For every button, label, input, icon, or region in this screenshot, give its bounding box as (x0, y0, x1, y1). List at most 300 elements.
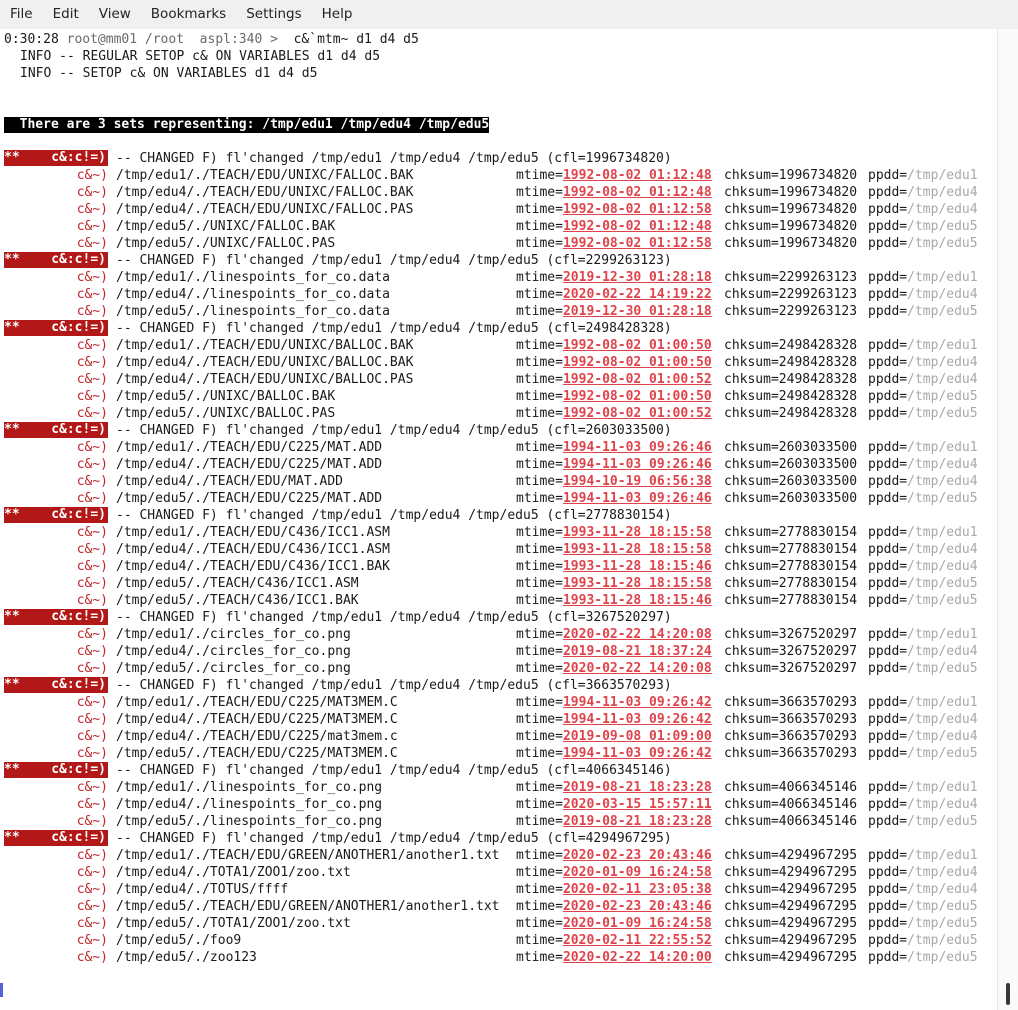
mtime-link[interactable]: 2019-08-21 18:23:28 (562, 780, 712, 795)
chksum-field: chksum=4294967295 (724, 933, 858, 948)
ppdd-field: ppdd=/tmp/edu4 (868, 559, 978, 574)
chksum-field: chksum=4066345146 (724, 780, 858, 795)
file-path: /tmp/edu5/./UNIXC/BALLOC.PAS (116, 406, 336, 421)
mtime-field: mtime=2020-01-09 16:24:58 (516, 865, 712, 880)
info-line: INFO -- REGULAR SETOP c& ON VARIABLES d1 d4 d5 (20, 49, 381, 64)
entry-tag: c&~) (76, 950, 108, 965)
marker-tag: c&:c!=) (51, 762, 106, 777)
prompt-line (4, 31, 998, 48)
chksum-field: chksum=2778830154 (724, 559, 858, 574)
ppdd-field: ppdd=/tmp/edu4 (868, 202, 978, 217)
ppdd-field: ppdd=/tmp/edu4 (868, 372, 978, 387)
info-line: INFO -- SETOP c& ON VARIABLES d1 d4 d5 (20, 66, 318, 81)
file-path: /tmp/edu5/./TEACH/EDU/C225/MAT.ADD (116, 491, 383, 506)
chksum-field: chksum=3267520297 (724, 661, 858, 676)
file-entry-row (4, 541, 998, 558)
file-entry-row (4, 881, 998, 898)
mtime-field: mtime=2020-02-22 14:20:00 (516, 950, 712, 965)
ppdd-value: /tmp/edu1 (907, 695, 978, 710)
mtime-field: mtime=1992-08-02 01:12:58 (516, 202, 712, 217)
chksum-field: chksum=4294967295 (724, 916, 858, 931)
mtime-link[interactable]: 1993-11-28 18:15:58 (562, 542, 712, 557)
ppdd-value: /tmp/edu1 (907, 627, 978, 642)
mtime-field: mtime=2019-12-30 01:28:18 (516, 304, 712, 319)
ppdd-value: /tmp/edu5 (907, 576, 978, 591)
group-header-line (4, 762, 998, 779)
file-entry-row (4, 473, 998, 490)
file-entry-row (4, 643, 998, 660)
ppdd-field: ppdd=/tmp/edu1 (868, 525, 978, 540)
mtime-field: mtime=1993-11-28 18:15:46 (516, 559, 712, 574)
blank-line (4, 82, 998, 99)
chksum-value: 2603033500 (778, 457, 858, 472)
mtime-field: mtime=1994-11-03 09:26:46 (516, 491, 712, 506)
ppdd-field: ppdd=/tmp/edu5 (868, 593, 978, 608)
file-entry-row (4, 201, 998, 218)
chksum-field: chksum=1996734820 (724, 219, 858, 234)
mtime-link[interactable]: 1992-08-02 01:12:48 (562, 168, 712, 183)
ppdd-field: ppdd=/tmp/edu5 (868, 814, 978, 829)
file-path: /tmp/edu4/./TEACH/EDU/UNIXC/FALLOC.PAS (116, 202, 414, 217)
mtime-link[interactable]: 2020-02-23 20:43:46 (562, 848, 712, 863)
file-path: /tmp/edu4/./TEACH/EDU/C436/ICC1.ASM (116, 542, 390, 557)
mtime-link[interactable]: 1994-11-03 09:26:42 (562, 746, 712, 761)
mtime-link[interactable]: 1993-11-28 18:15:58 (562, 576, 712, 591)
entry-tag: c&~) (76, 389, 108, 404)
entry-tag: c&~) (76, 695, 108, 710)
ppdd-value: /tmp/edu4 (907, 559, 978, 574)
entry-tag: c&~) (76, 780, 108, 795)
entry-tag: c&~) (76, 457, 108, 472)
mtime-link[interactable]: 1994-11-03 09:26:42 (562, 712, 712, 727)
chksum-value: 2778830154 (778, 542, 858, 557)
mtime-field: mtime=2019-09-08 01:09:00 (516, 729, 712, 744)
ppdd-value: /tmp/edu4 (907, 644, 978, 659)
ppdd-value: /tmp/edu4 (907, 457, 978, 472)
file-entry-row (4, 439, 998, 456)
mtime-link[interactable]: 2020-02-22 14:20:08 (562, 627, 712, 642)
file-entry-row (4, 405, 998, 422)
file-entry-row (4, 898, 998, 915)
entry-tag: c&~) (76, 338, 108, 353)
entry-tag: c&~) (76, 440, 108, 455)
chksum-value: 3663570293 (778, 695, 858, 710)
marker-tag: c&:c!=) (51, 252, 106, 267)
group-header-text: -- CHANGED F) fl'changed /tmp/edu1 /tmp/edu4 /tmp/edu5 (cfl=4066345146) (116, 763, 672, 778)
menu-file[interactable]: File (10, 6, 33, 22)
mtime-link[interactable]: 2020-01-09 16:24:58 (562, 916, 712, 931)
chksum-field: chksum=2603033500 (724, 474, 858, 489)
file-path: /tmp/edu5/./UNIXC/FALLOC.PAS (116, 236, 336, 251)
group-header-text: -- CHANGED F) fl'changed /tmp/edu1 /tmp/edu4 /tmp/edu5 (cfl=2498428328) (116, 321, 672, 336)
ppdd-value: /tmp/edu1 (907, 848, 978, 863)
file-path: /tmp/edu4/./TEACH/EDU/C225/mat3mem.c (116, 729, 398, 744)
mtime-field: mtime=1992-08-02 01:00:50 (516, 338, 712, 353)
chksum-field: chksum=2603033500 (724, 440, 858, 455)
chksum-field: chksum=2299263123 (724, 270, 858, 285)
mtime-field: mtime=1994-11-03 09:26:46 (516, 457, 712, 472)
entry-tag: c&~) (76, 202, 108, 217)
marker-tag: c&:c!=) (51, 677, 106, 692)
mtime-link[interactable]: 1994-11-03 09:26:46 (562, 440, 712, 455)
chksum-field: chksum=3663570293 (724, 712, 858, 727)
file-path: /tmp/edu5/./foo9 (116, 933, 242, 948)
mtime-field: mtime=2020-02-23 20:43:46 (516, 848, 712, 863)
file-entry-row (4, 456, 998, 473)
ppdd-value: /tmp/edu5 (907, 304, 978, 319)
mtime-link[interactable]: 1992-08-02 01:12:58 (562, 202, 712, 217)
mtime-link[interactable]: 1994-11-03 09:26:46 (562, 457, 712, 472)
file-entry-row (4, 949, 998, 966)
chksum-value: 2603033500 (778, 440, 858, 455)
marker-tag: c&:c!=) (51, 150, 106, 165)
chksum-field: chksum=2498428328 (724, 389, 858, 404)
ppdd-value: /tmp/edu5 (907, 661, 978, 676)
chksum-value: 4294967295 (778, 899, 858, 914)
terminal-output[interactable] (4, 31, 998, 1006)
group-header-text: -- CHANGED F) fl'changed /tmp/edu1 /tmp/edu4 /tmp/edu5 (cfl=3267520297) (116, 610, 672, 625)
banner-line (4, 116, 998, 133)
entry-tag: c&~) (76, 933, 108, 948)
entry-tag: c&~) (76, 559, 108, 574)
marker-tag: c&:c!=) (51, 830, 106, 845)
file-entry-row (4, 592, 998, 609)
chksum-field: chksum=3267520297 (724, 627, 858, 642)
vertical-scrollbar[interactable] (997, 29, 1018, 1010)
chksum-value: 2778830154 (778, 525, 858, 540)
mtime-field: mtime=1992-08-02 01:00:52 (516, 372, 712, 387)
entry-tag: c&~) (76, 287, 108, 302)
file-entry-row (4, 932, 998, 949)
ppdd-field: ppdd=/tmp/edu5 (868, 236, 978, 251)
ppdd-value: /tmp/edu5 (907, 933, 978, 948)
chksum-field: chksum=2603033500 (724, 457, 858, 472)
mtime-field: mtime=2019-08-21 18:23:28 (516, 780, 712, 795)
file-path: /tmp/edu5/./TEACH/EDU/C225/MAT3MEM.C (116, 746, 398, 761)
chksum-value: 2778830154 (778, 559, 858, 574)
menu-edit[interactable]: Edit (52, 6, 79, 22)
mtime-link[interactable]: 1993-11-28 18:15:46 (562, 559, 712, 574)
ppdd-field: ppdd=/tmp/edu4 (868, 185, 978, 200)
mtime-link[interactable]: 1994-11-03 09:26:46 (562, 491, 712, 506)
group-header-text: -- CHANGED F) fl'changed /tmp/edu1 /tmp/edu4 /tmp/edu5 (cfl=3663570293) (116, 678, 672, 693)
file-path: /tmp/edu5/./zoo123 (116, 950, 257, 965)
change-marker (4, 830, 108, 846)
chksum-field: chksum=4294967295 (724, 865, 858, 880)
ppdd-value: /tmp/edu4 (907, 372, 978, 387)
file-path: /tmp/edu4/./circles_for_co.png (116, 644, 351, 659)
mtime-field: mtime=1994-11-03 09:26:42 (516, 712, 712, 727)
mtime-field: mtime=2019-08-21 18:37:24 (516, 644, 712, 659)
marker-stars: ** (4, 762, 20, 777)
file-path: /tmp/edu5/./UNIXC/FALLOC.BAK (116, 219, 336, 234)
entry-tag: c&~) (76, 355, 108, 370)
mtime-link[interactable]: 2019-08-21 18:37:24 (562, 644, 712, 659)
file-entry-row (4, 490, 998, 507)
chksum-value: 3663570293 (778, 712, 858, 727)
mtime-field: mtime=2020-03-15 15:57:11 (516, 797, 712, 812)
file-path: /tmp/edu1/./TEACH/EDU/C436/ICC1.ASM (116, 525, 390, 540)
mtime-field: mtime=1993-11-28 18:15:58 (516, 576, 712, 591)
marker-stars: ** (4, 422, 20, 437)
chksum-value: 3663570293 (778, 746, 858, 761)
file-entry-row (4, 694, 998, 711)
ppdd-field: ppdd=/tmp/edu1 (868, 695, 978, 710)
ppdd-value: /tmp/edu4 (907, 542, 978, 557)
mtime-link[interactable]: 2020-02-22 14:20:08 (562, 661, 712, 676)
mtime-field: mtime=2020-02-11 22:55:52 (516, 933, 712, 948)
chksum-value: 3267520297 (778, 644, 858, 659)
change-marker (4, 320, 108, 336)
chksum-field: chksum=2498428328 (724, 372, 858, 387)
chksum-value: 4294967295 (778, 950, 858, 965)
mtime-link[interactable]: 1992-08-02 01:12:48 (562, 185, 712, 200)
file-entry-row (4, 303, 998, 320)
entry-tag: c&~) (76, 644, 108, 659)
marker-tag: c&:c!=) (51, 320, 106, 335)
mtime-link[interactable]: 1992-08-02 01:00:50 (562, 338, 712, 353)
chksum-value: 1996734820 (778, 202, 858, 217)
file-path: /tmp/edu5/./linespoints_for_co.png (116, 814, 383, 829)
change-marker (4, 422, 108, 438)
entry-tag: c&~) (76, 814, 108, 829)
group-header-text: -- CHANGED F) fl'changed /tmp/edu1 /tmp/edu4 /tmp/edu5 (cfl=2299263123) (116, 253, 672, 268)
ppdd-value: /tmp/edu1 (907, 338, 978, 353)
mtime-field: mtime=1992-08-02 01:12:58 (516, 236, 712, 251)
mtime-field: mtime=1994-11-03 09:26:42 (516, 746, 712, 761)
ppdd-field: ppdd=/tmp/edu1 (868, 627, 978, 642)
blank-line (4, 99, 998, 116)
entry-tag: c&~) (76, 542, 108, 557)
file-entry-row (4, 269, 998, 286)
ppdd-field: ppdd=/tmp/edu5 (868, 746, 978, 761)
ppdd-value: /tmp/edu4 (907, 729, 978, 744)
chksum-field: chksum=2498428328 (724, 355, 858, 370)
chksum-field: chksum=2498428328 (724, 338, 858, 353)
ppdd-field: ppdd=/tmp/edu5 (868, 933, 978, 948)
mtime-link[interactable]: 1992-08-02 01:12:48 (562, 219, 712, 234)
marker-stars: ** (4, 507, 20, 522)
mtime-field: mtime=1994-10-19 06:56:38 (516, 474, 712, 489)
group-header-text: -- CHANGED F) fl'changed /tmp/edu1 /tmp/edu4 /tmp/edu5 (cfl=1996734820) (116, 151, 672, 166)
ppdd-field: ppdd=/tmp/edu4 (868, 729, 978, 744)
file-entry-row (4, 915, 998, 932)
chksum-field: chksum=4066345146 (724, 797, 858, 812)
mtime-link[interactable]: 1993-11-28 18:15:46 (562, 593, 712, 608)
ppdd-value: /tmp/edu5 (907, 406, 978, 421)
ppdd-field: ppdd=/tmp/edu4 (868, 457, 978, 472)
ppdd-field: ppdd=/tmp/edu4 (868, 644, 978, 659)
chksum-value: 4294967295 (778, 865, 858, 880)
entry-tag: c&~) (76, 882, 108, 897)
mtime-link[interactable]: 2019-08-21 18:23:28 (562, 814, 712, 829)
mtime-field: mtime=1992-08-02 01:00:50 (516, 355, 712, 370)
entry-tag: c&~) (76, 661, 108, 676)
mtime-link[interactable]: 2019-12-30 01:28:18 (562, 304, 712, 319)
ppdd-value: /tmp/edu1 (907, 525, 978, 540)
ppdd-value: /tmp/edu5 (907, 389, 978, 404)
entry-tag: c&~) (76, 593, 108, 608)
chksum-field: chksum=1996734820 (724, 168, 858, 183)
mtime-link[interactable]: 1994-11-03 09:26:42 (562, 695, 712, 710)
ppdd-field: ppdd=/tmp/edu4 (868, 355, 978, 370)
ppdd-value: /tmp/edu4 (907, 797, 978, 812)
mtime-field: mtime=1992-08-02 01:00:50 (516, 389, 712, 404)
entry-tag: c&~) (76, 185, 108, 200)
chksum-value: 2299263123 (778, 287, 858, 302)
ppdd-field: ppdd=/tmp/edu1 (868, 338, 978, 353)
entry-tag: c&~) (76, 168, 108, 183)
mtime-link[interactable]: 2020-02-22 14:19:22 (562, 287, 712, 302)
mtime-field: mtime=1993-11-28 18:15:58 (516, 542, 712, 557)
mtime-link[interactable]: 2020-02-11 23:05:38 (562, 882, 712, 897)
chksum-value: 4294967295 (778, 916, 858, 931)
file-entry-row (4, 728, 998, 745)
mtime-link[interactable]: 1992-08-02 01:00:50 (562, 355, 712, 370)
mtime-field: mtime=2019-08-21 18:23:28 (516, 814, 712, 829)
file-path: /tmp/edu4/./linespoints_for_co.png (116, 797, 383, 812)
change-marker (4, 677, 108, 693)
file-entry-row (4, 167, 998, 184)
ppdd-field: ppdd=/tmp/edu5 (868, 406, 978, 421)
chksum-field: chksum=3663570293 (724, 746, 858, 761)
mtime-field: mtime=1993-11-28 18:15:58 (516, 525, 712, 540)
mtime-link[interactable]: 2019-09-08 01:09:00 (562, 729, 712, 744)
prompt-command: c&`mtm~ d1 d4 d5 (293, 32, 419, 47)
ppdd-field: ppdd=/tmp/edu4 (868, 865, 978, 880)
mtime-field: mtime=1993-11-28 18:15:46 (516, 593, 712, 608)
file-entry-row (4, 371, 998, 388)
file-path: /tmp/edu5/./TOTA1/ZOO1/zoo.txt (116, 916, 351, 931)
ppdd-field: ppdd=/tmp/edu5 (868, 219, 978, 234)
ppdd-value: /tmp/edu4 (907, 287, 978, 302)
marker-tag: c&:c!=) (51, 507, 106, 522)
entry-tag: c&~) (76, 304, 108, 319)
ppdd-field: ppdd=/tmp/edu4 (868, 712, 978, 727)
mtime-field: mtime=2020-02-23 20:43:46 (516, 899, 712, 914)
entry-tag: c&~) (76, 236, 108, 251)
menu-help[interactable]: Help (321, 6, 353, 22)
ppdd-value: /tmp/edu5 (907, 593, 978, 608)
ppdd-value: /tmp/edu5 (907, 916, 978, 931)
chksum-field: chksum=4066345146 (724, 814, 858, 829)
entry-tag: c&~) (76, 865, 108, 880)
chksum-field: chksum=2778830154 (724, 525, 858, 540)
change-groups (4, 150, 998, 966)
ppdd-field: ppdd=/tmp/edu5 (868, 389, 978, 404)
file-path: /tmp/edu4/./TEACH/EDU/MAT.ADD (116, 474, 343, 489)
mtime-field: mtime=1992-08-02 01:12:48 (516, 168, 712, 183)
ppdd-field: ppdd=/tmp/edu5 (868, 916, 978, 931)
chksum-field: chksum=4294967295 (724, 848, 858, 863)
chksum-value: 1996734820 (778, 168, 858, 183)
mtime-link[interactable]: 2019-12-30 01:28:18 (562, 270, 712, 285)
prompt-time: 0:30:28 (4, 32, 59, 47)
ppdd-field: ppdd=/tmp/edu4 (868, 882, 978, 897)
mtime-link[interactable]: 2020-02-22 14:20:00 (562, 950, 712, 965)
terminal-cursor (0, 983, 3, 997)
entry-tag: c&~) (76, 474, 108, 489)
mtime-link[interactable]: 1992-08-02 01:00:52 (562, 372, 712, 387)
mtime-link[interactable]: 2020-01-09 16:24:58 (562, 865, 712, 880)
menu-settings[interactable]: Settings (246, 6, 302, 22)
change-marker (4, 150, 108, 166)
chksum-field: chksum=2778830154 (724, 593, 858, 608)
chksum-field: chksum=2299263123 (724, 287, 858, 302)
group-header-line (4, 507, 998, 524)
chksum-value: 2498428328 (778, 372, 858, 387)
ppdd-value: /tmp/edu1 (907, 780, 978, 795)
marker-stars: ** (4, 609, 20, 624)
file-entry-row (4, 235, 998, 252)
ppdd-value: /tmp/edu4 (907, 202, 978, 217)
file-entry-row (4, 558, 998, 575)
chksum-value: 4066345146 (778, 780, 858, 795)
file-entry-row (4, 184, 998, 201)
mtime-link[interactable]: 1992-08-02 01:00:52 (562, 406, 712, 421)
menu-view[interactable]: View (98, 6, 131, 22)
ppdd-field: ppdd=/tmp/edu5 (868, 576, 978, 591)
chksum-value: 4294967295 (778, 933, 858, 948)
mtime-field: mtime=2020-01-09 16:24:58 (516, 916, 712, 931)
chksum-value: 2299263123 (778, 270, 858, 285)
mtime-field: mtime=2019-12-30 01:28:18 (516, 270, 712, 285)
mtime-link[interactable]: 1993-11-28 18:15:58 (562, 525, 712, 540)
chksum-value: 2778830154 (778, 593, 858, 608)
ppdd-value: /tmp/edu5 (907, 899, 978, 914)
menu-bar (0, 0, 1018, 29)
ppdd-value: /tmp/edu4 (907, 185, 978, 200)
entry-tag: c&~) (76, 712, 108, 727)
mtime-field: mtime=2020-02-11 23:05:38 (516, 882, 712, 897)
mtime-field: mtime=1994-11-03 09:26:42 (516, 695, 712, 710)
mtime-link[interactable]: 2020-03-15 15:57:11 (562, 797, 712, 812)
marker-stars: ** (4, 252, 20, 267)
ppdd-value: /tmp/edu1 (907, 168, 978, 183)
change-marker (4, 507, 108, 523)
ppdd-field: ppdd=/tmp/edu4 (868, 797, 978, 812)
marker-stars: ** (4, 677, 20, 692)
entry-tag: c&~) (76, 848, 108, 863)
file-path: /tmp/edu4/./TEACH/EDU/C436/ICC1.BAK (116, 559, 390, 574)
menu-bookmarks[interactable]: Bookmarks (150, 6, 227, 22)
file-path: /tmp/edu5/./TEACH/C436/ICC1.ASM (116, 576, 359, 591)
chksum-value: 1996734820 (778, 185, 858, 200)
ppdd-field: ppdd=/tmp/edu5 (868, 661, 978, 676)
file-path: /tmp/edu4/./TEACH/EDU/UNIXC/BALLOC.BAK (116, 355, 414, 370)
entry-tag: c&~) (76, 491, 108, 506)
chksum-value: 2603033500 (778, 474, 858, 489)
mtime-link[interactable]: 2020-02-11 22:55:52 (562, 933, 712, 948)
chksum-field: chksum=2778830154 (724, 576, 858, 591)
mtime-field: mtime=1994-11-03 09:26:46 (516, 440, 712, 455)
chksum-field: chksum=2299263123 (724, 304, 858, 319)
scrollbar-thumb[interactable] (1006, 983, 1010, 1005)
mtime-link[interactable]: 1992-08-02 01:00:50 (562, 389, 712, 404)
ppdd-value: /tmp/edu5 (907, 236, 978, 251)
chksum-value: 3663570293 (778, 729, 858, 744)
mtime-field: mtime=1992-08-02 01:12:48 (516, 185, 712, 200)
ppdd-value: /tmp/edu5 (907, 746, 978, 761)
file-entry-row (4, 354, 998, 371)
group-header-line (4, 677, 998, 694)
mtime-link[interactable]: 1994-10-19 06:56:38 (562, 474, 712, 489)
mtime-link[interactable]: 1992-08-02 01:12:58 (562, 236, 712, 251)
change-marker (4, 252, 108, 268)
mtime-link[interactable]: 2020-02-23 20:43:46 (562, 899, 712, 914)
mtime-field: mtime=1992-08-02 01:00:52 (516, 406, 712, 421)
ppdd-value: /tmp/edu1 (907, 440, 978, 455)
